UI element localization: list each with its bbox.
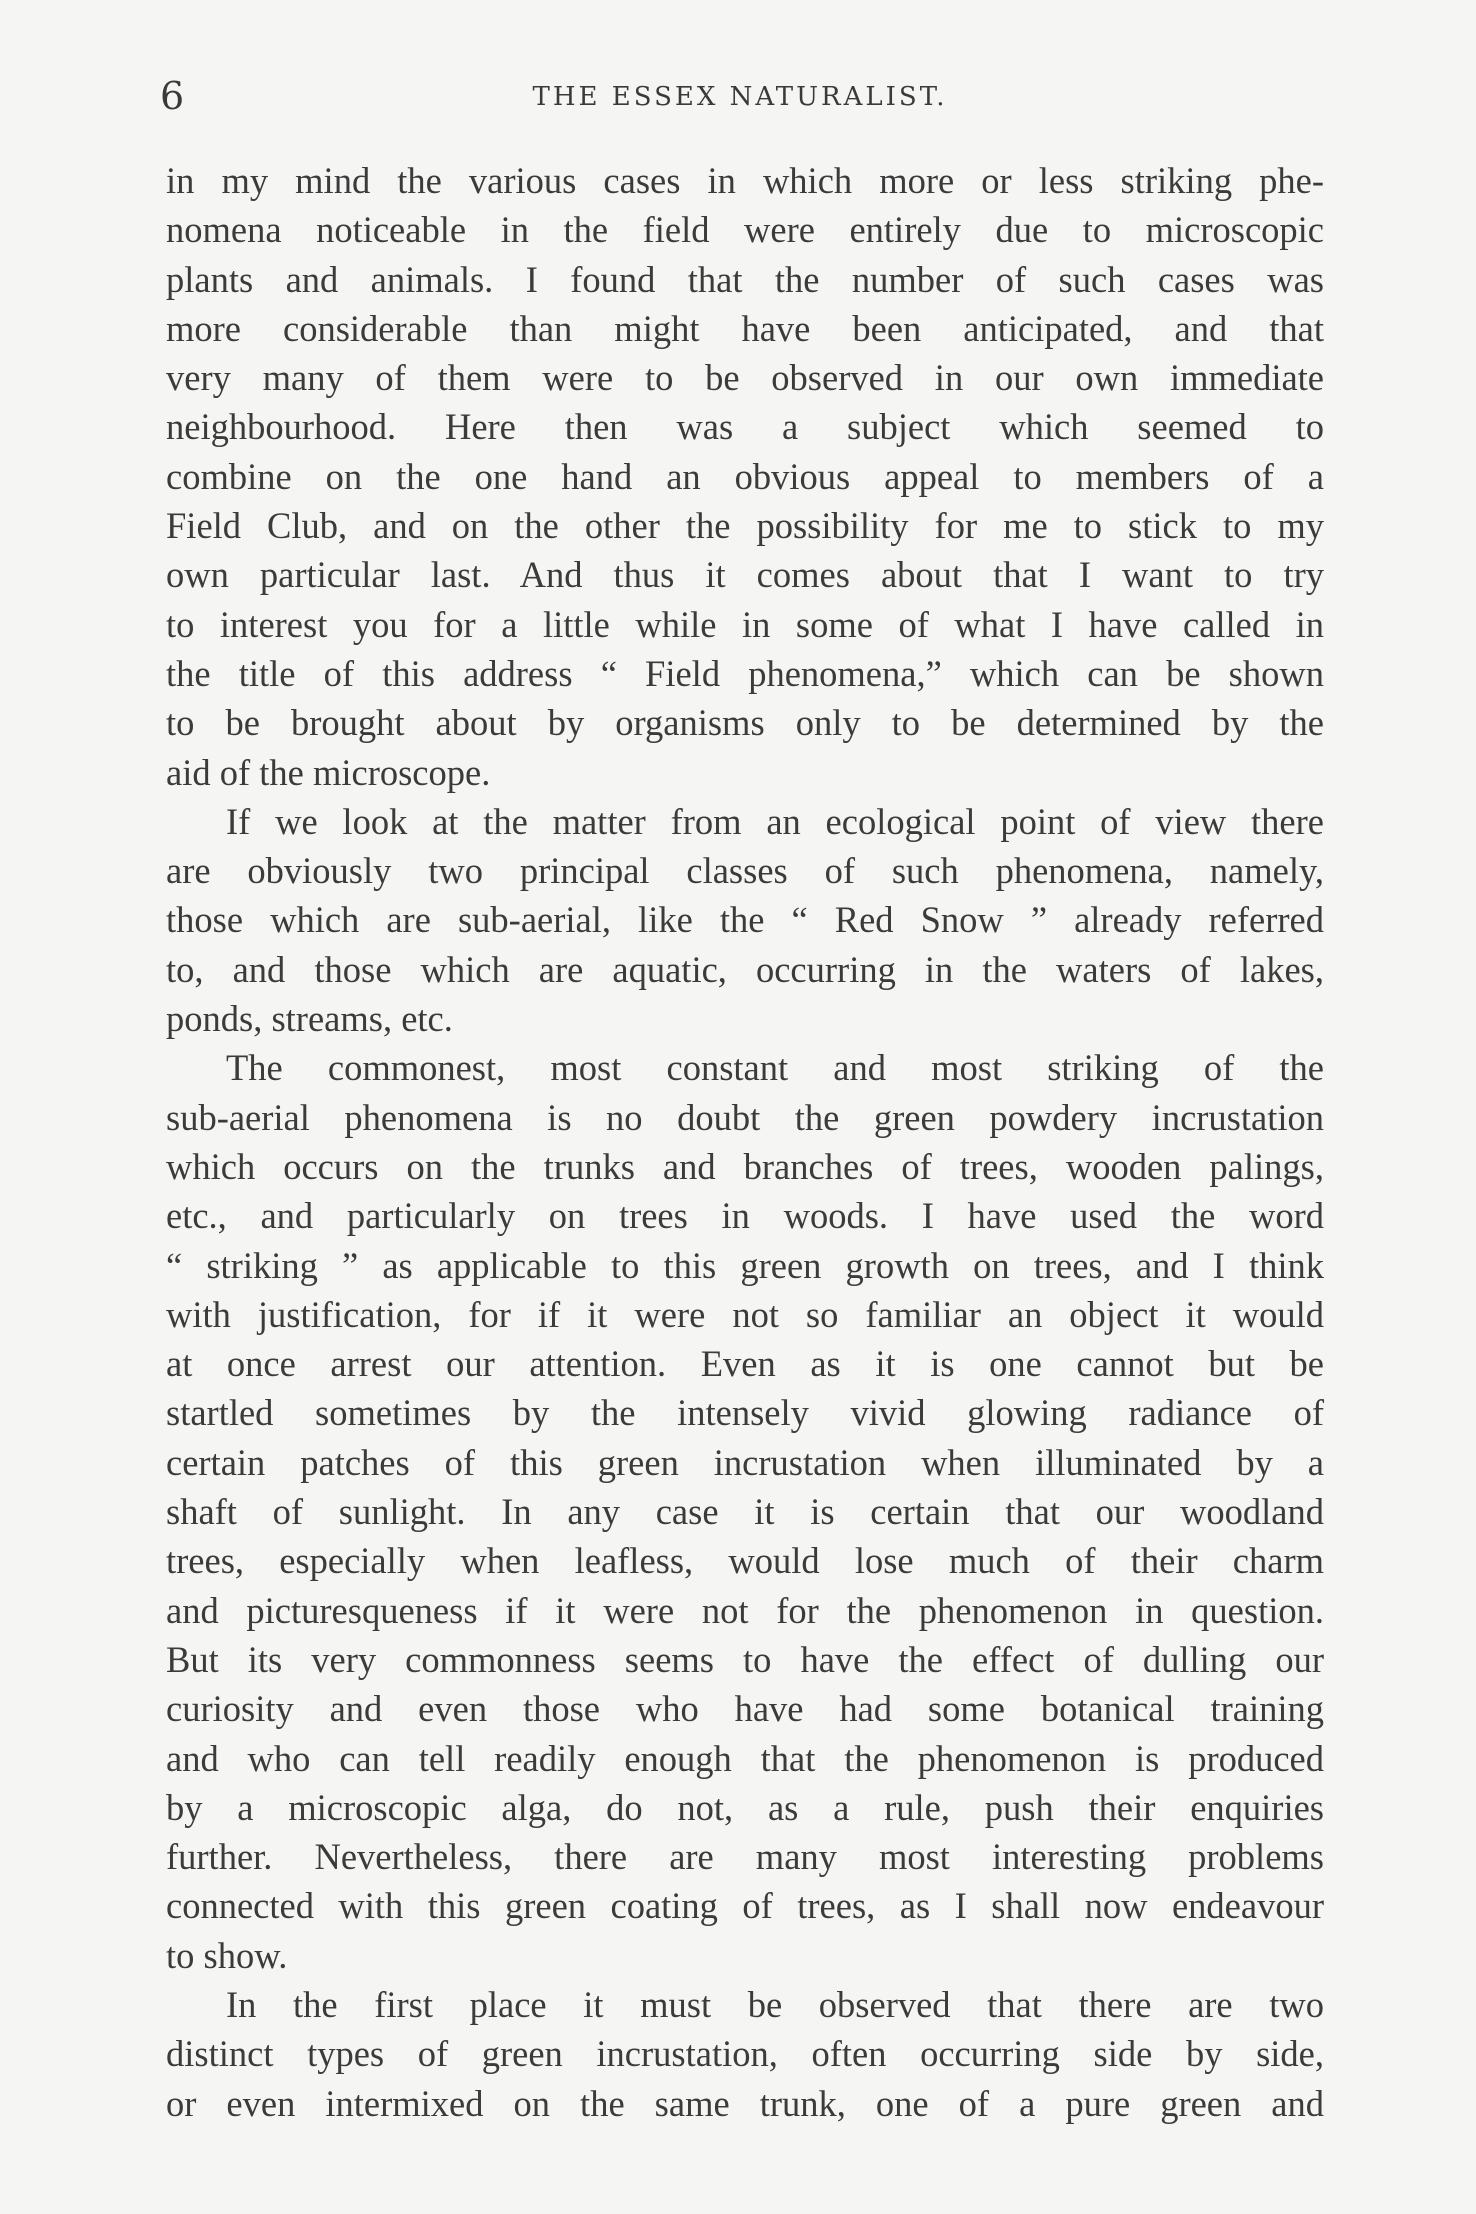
- text-line: further. Nevertheless, there are many most interesting problems: [166, 1836, 1324, 1878]
- text-line: to show.: [166, 1934, 288, 1976]
- text-line: and who can tell readily enough that the phenomenon is produced: [166, 1737, 1324, 1779]
- text-line: combine on the one hand an obvious appeal to members of a: [166, 455, 1324, 497]
- text-line: to be brought about by organisms only to be determined by the: [166, 702, 1324, 744]
- text-line: nomena noticeable in the field were entirely due to microscopic: [166, 209, 1324, 251]
- text-line: “ striking ” as applicable to this green growth on trees, and I think: [166, 1244, 1324, 1286]
- text-line: distinct types of green incrustation, often occurring side by side,: [166, 2033, 1324, 2075]
- text-line: more considerable than might have been anticipated, and that: [166, 307, 1324, 349]
- text-line: or even intermixed on the same trunk, one of a pure green and: [166, 2082, 1324, 2124]
- text-line: which occurs on the trunks and branches of trees, wooden palings,: [166, 1145, 1324, 1187]
- text-line: ponds, streams, etc.: [166, 998, 453, 1040]
- text-line: etc., and particularly on trees in woods. I have used the word: [166, 1195, 1324, 1237]
- journal-title: THE ESSEX NATURALIST.: [532, 82, 948, 112]
- text-line: and picturesqueness if it were not for the phenomenon in question.: [166, 1589, 1324, 1631]
- text-line: If we look at the matter from an ecological point of view there: [226, 800, 1324, 842]
- text-line: plants and animals. I found that the number of such cases was: [166, 258, 1324, 300]
- text-line: are obviously two principal classes of such phenomena, namely,: [166, 850, 1324, 892]
- text-line: those which are sub-aerial, like the “ Red Snow ” already referred: [166, 899, 1324, 941]
- text-line: by a microscopic alga, do not, as a rule, push their enquiries: [166, 1786, 1324, 1828]
- text-line: sub-aerial phenomena is no doubt the green powdery incrustation: [166, 1096, 1324, 1138]
- text-line: connected with this green coating of trees, as I shall now endeavour: [166, 1885, 1324, 1927]
- text-line: trees, especially when leafless, would lose much of their charm: [166, 1540, 1324, 1582]
- text-line: in my mind the various cases in which more or less striking phe-: [166, 160, 1324, 201]
- page-number: 6: [160, 74, 185, 118]
- paragraph-4: [166, 1980, 1324, 2128]
- text-line: certain patches of this green incrustation when illuminated by a: [166, 1441, 1324, 1483]
- text-line: Field Club, and on the other the possibility for me to stick to my: [166, 505, 1324, 547]
- text-line: the title of this address “ Field phenomena,” which can be shown: [166, 652, 1324, 694]
- text-line: The commonest, most constant and most striking of the: [226, 1047, 1324, 1089]
- text-line: But its very commonness seems to have the effect of dulling our: [166, 1638, 1324, 1680]
- text-line: own particular last. And thus it comes about that I want to try: [166, 554, 1324, 596]
- paragraph-1: [166, 156, 1324, 797]
- text-line: very many of them were to be observed in our own immediate: [166, 357, 1324, 399]
- text-line: to, and those which are aquatic, occurring in the waters of lakes,: [166, 948, 1324, 990]
- text-line: shaft of sunlight. In any case it is certain that our woodland: [166, 1491, 1324, 1533]
- text-line: startled sometimes by the intensely vivid glowing radiance of: [166, 1392, 1324, 1434]
- text-line: aid of the microscope.: [166, 751, 491, 793]
- text-line: with justification, for if it were not so familiar an object it would: [166, 1293, 1324, 1335]
- text-line: In the first place it must be observed that there are two: [226, 1983, 1324, 2025]
- paragraph-2: [166, 797, 1324, 1043]
- text-line: at once arrest our attention. Even as it is one cannot but be: [166, 1343, 1324, 1385]
- body-text: [166, 156, 1324, 2128]
- paragraph-3: [166, 1043, 1324, 1980]
- running-head: [160, 74, 1320, 124]
- text-line: neighbourhood. Here then was a subject which seemed to: [166, 406, 1324, 448]
- text-line: to interest you for a little while in some of what I have called in: [166, 603, 1324, 645]
- text-line: curiosity and even those who have had some botanical training: [166, 1688, 1324, 1730]
